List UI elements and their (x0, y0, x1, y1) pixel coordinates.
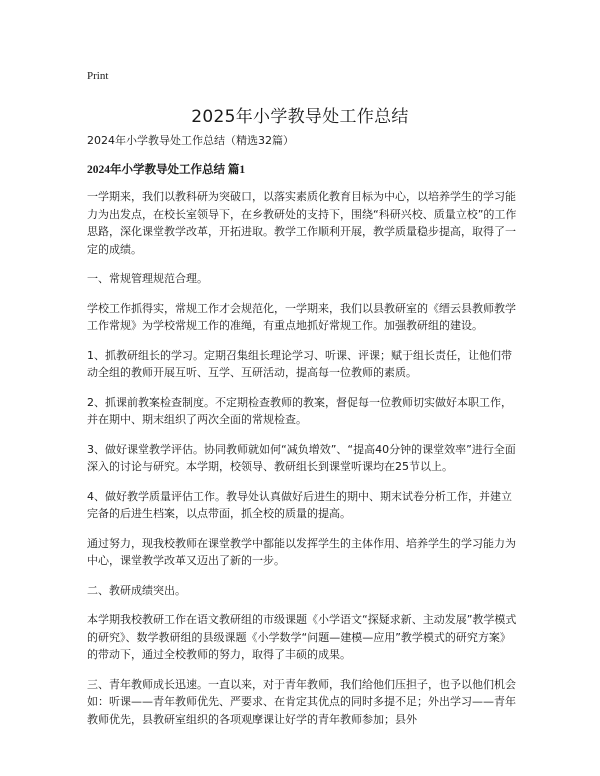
paragraph: 2、抓课前教案检查制度。不定期检查教师的教案，督促每一位教师切实做好本职工作，并在期中、期末组织了两次全面的常规检查。 (87, 395, 512, 426)
paragraph: 一学期来，我们以教科研为突破口，以落实素质化教育目标为中心，以培养学生的学习能力为出发点，在校长室领导下，在乡教研处的支持下，围绕“科研兴校、质量立校”的工作思路，深化课堂教学改革，开拓进取。教学工作顺利开展，教学质量稳步提高，取得了一定的成绩。 (87, 190, 517, 256)
article-subtitle: 2024年小学教导处工作总结（精选32篇） (87, 134, 294, 147)
print-link[interactable]: Print (87, 70, 109, 82)
paragraph: 三、青年教师成长迅速。一直以来，对于青年教师，我们给他们压担子，也予以他们机会如：听课——青年教师优先、严要求、在肯定其优点的同时多提不足；外出学习——青年教师优先，县教研室组织的各项观摩课让好学的青年教师参加；县外 (87, 677, 516, 726)
page-title: 2025年小学教导处工作总结 (191, 107, 409, 127)
paragraph: 二、教研成绩突出。 (87, 583, 186, 597)
paragraph: 3、做好课堂教学评估。协同教师就如何“减负增效”、“提高40分钟的课堂效率”进行全面深入的讨论与研究。本学期，校领导、教研组长到课堂听课均在25节以上。 (87, 442, 516, 473)
paragraph: 4、做好教学质量评估工作。教导处认真做好后进生的期中、期末试卷分析工作，并建立完备的后进生档案，以点带面，抓全校的质量的提高。 (87, 489, 512, 520)
paragraph: 1、抓教研组长的学习。定期召集组长理论学习、听课、评课；赋于组长责任，让他们带动全组的教师开展互听、互学、互研活动，提高每一位教师的素质。 (87, 348, 512, 379)
paragraph: 学校工作抓得实，常规工作才会规范化，一学期来，我们以县教研室的《缙云县教师教学工作常规》为学校常规工作的准绳，有重点地抓好常规工作。加强教研组的建设。 (87, 301, 516, 332)
paragraph: 通过努力，现我校教师在课堂教学中都能以发挥学生的主体作用、培养学生的学习能力为中心，课堂教学改革又迈出了新的一步。 (87, 536, 516, 567)
section-heading: 2024年小学教导处工作总结 篇1 (87, 163, 246, 176)
article-body (87, 132, 519, 740)
paragraph: 本学期我校教研工作在语文教研组的市级课题《小学语文“探疑求新、主动发展”教学模式的研究》、数学教研组的县级课题《小学数学“问题—建模—应用”教学模式的研究方案》的带动下，通过全校教师的努力，取得了丰硕的成果。 (87, 613, 517, 661)
paragraph: 一、常规管理规范合理。 (87, 272, 208, 285)
